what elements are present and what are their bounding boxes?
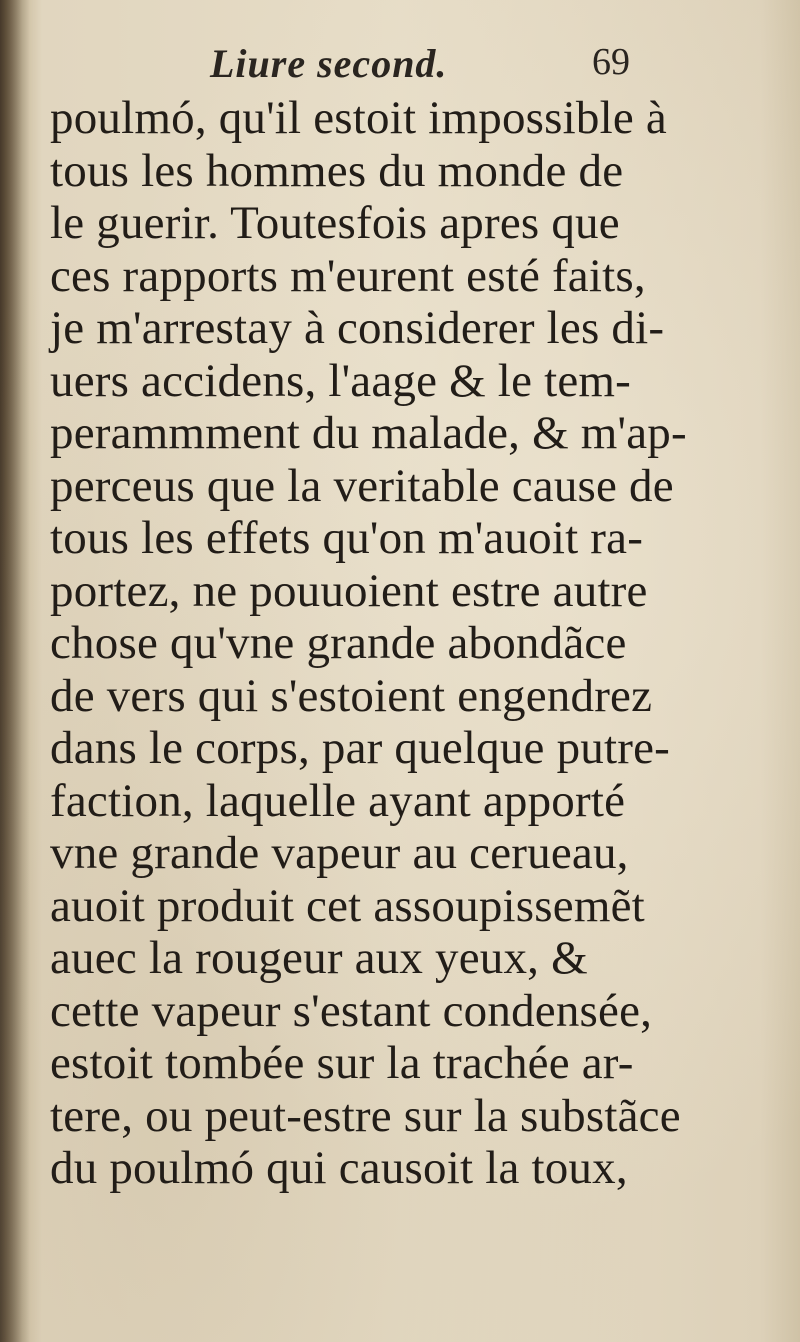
text-line: tere, ou peut-estre sur la substãce [50, 1089, 681, 1142]
text-line: perammment du malade, & m'ap- [50, 407, 687, 459]
page-number: 69 [592, 41, 630, 83]
text-line: vne grande vapeur au cerueau, [50, 827, 629, 879]
text-line: poulmó, qu'il estoit impossible à [50, 92, 667, 144]
text-line: uers accidens, l'aage & le tem- [50, 354, 632, 407]
text-line: auec la rougeur aux yeux, & [50, 932, 588, 984]
text-line: de vers qui s'estoient engendrez [50, 669, 653, 722]
text-line: perceus que la veritable cause de [50, 459, 674, 512]
binding-gutter [0, 0, 30, 1342]
text-line: auoit produit cet assoupissemẽt [50, 879, 645, 932]
text-body [50, 92, 687, 1195]
text-line: le guerir. Toutesfois apres que [50, 197, 620, 249]
text-line: chose qu'vne grande abondãce [50, 617, 627, 669]
text-line: du poulmó qui causoit la toux, [50, 1142, 628, 1194]
text-line: tous les effets qu'on m'auoit ra- [50, 512, 644, 564]
running-head [210, 40, 630, 96]
text-line: estoit tombée sur la trachée ar- [50, 1037, 634, 1089]
running-title: Liure second. [210, 41, 448, 86]
text-line: portez, ne pouuoient estre autre [50, 564, 648, 617]
text-line: je m'arrestay à considerer les di- [50, 302, 665, 354]
text-line: tous les hommes du monde de [50, 144, 624, 197]
text-line: faction, laquelle ayant apporté [50, 774, 626, 827]
text-line: ces rapports m'eurent esté faits, [50, 249, 646, 302]
text-line: cette vapeur s'estant condensée, [50, 984, 653, 1037]
text-line: dans le corps, par quelque putre- [50, 722, 670, 774]
